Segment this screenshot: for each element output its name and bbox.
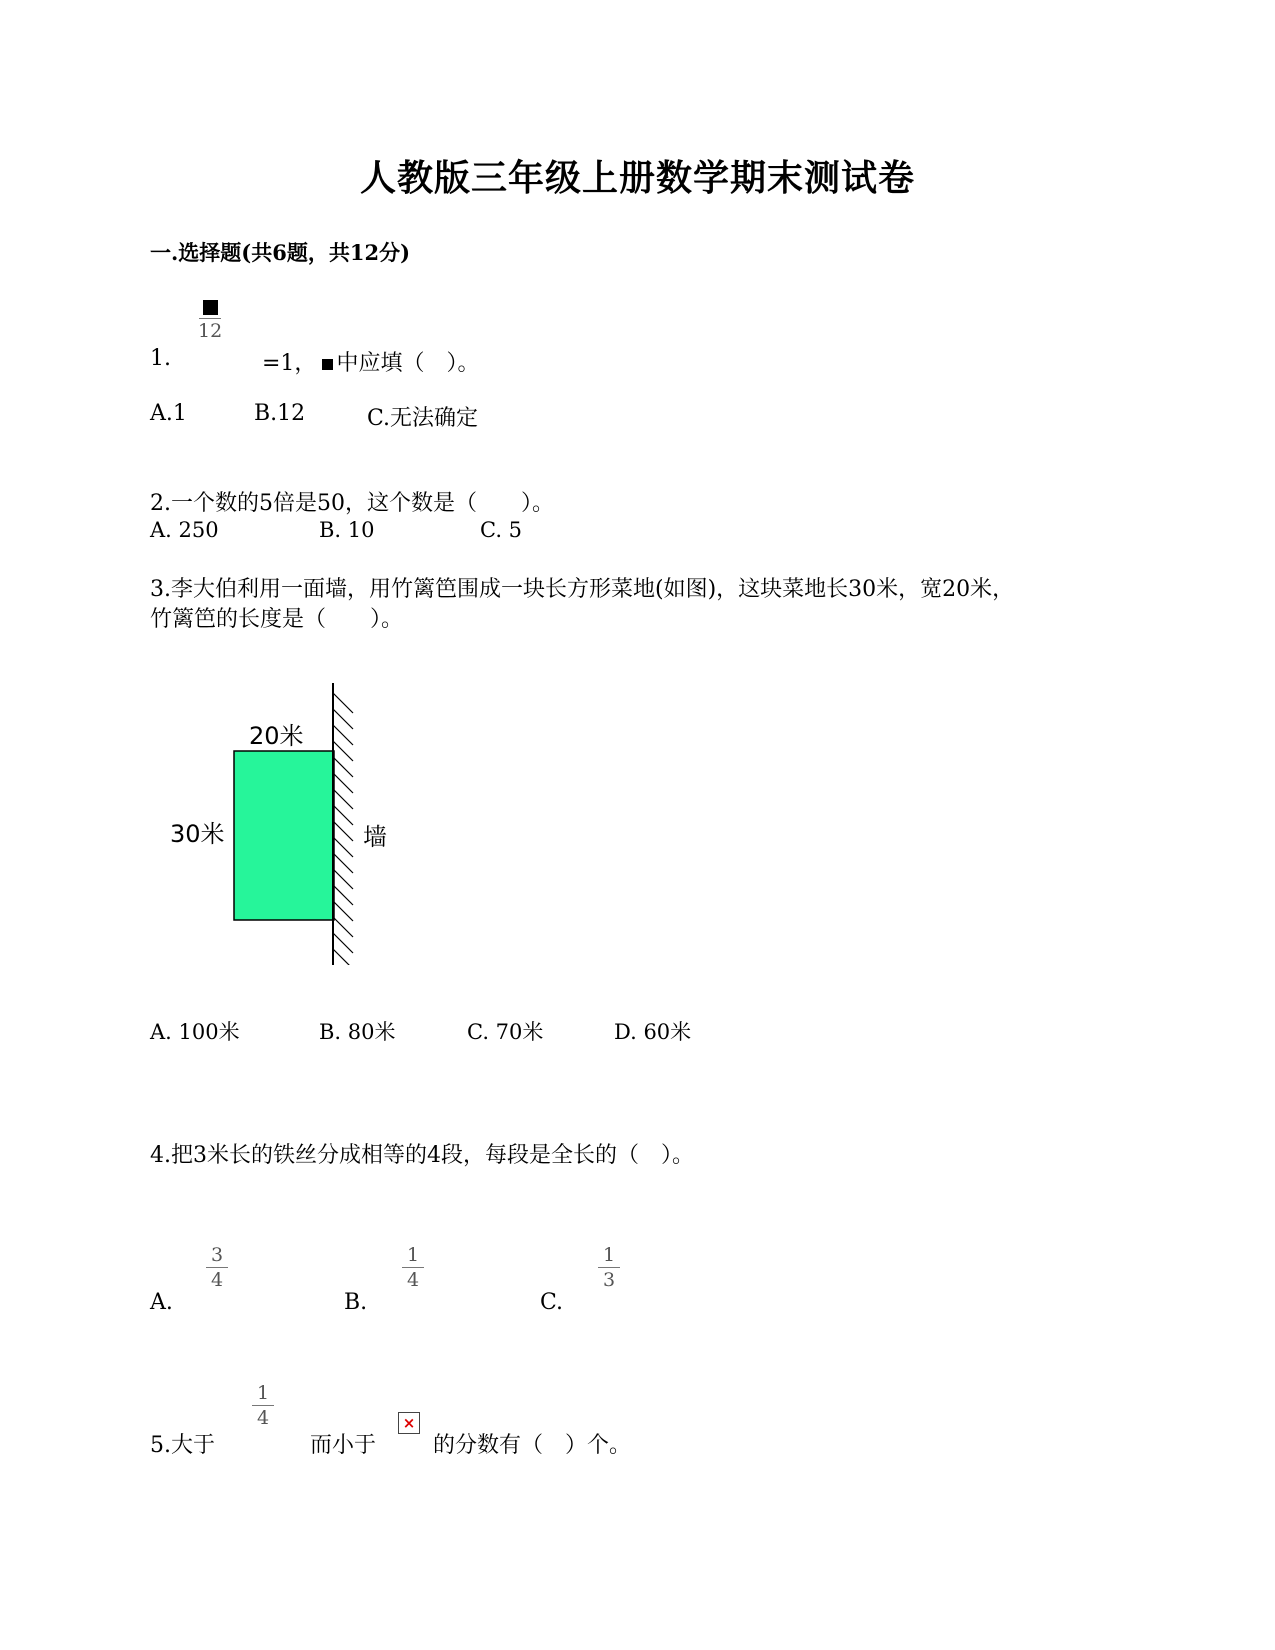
- wall-hatching: [333, 693, 353, 965]
- q3-option-b: B. 80米: [319, 1020, 396, 1044]
- fraction-numerator: 1: [256, 1382, 270, 1404]
- fraction-denominator: 4: [256, 1407, 270, 1429]
- q1-text-end: 中应填（ ）。: [336, 351, 480, 376]
- broken-image-icon: ×: [398, 1412, 420, 1434]
- fraction-numerator: 1: [602, 1244, 616, 1266]
- q1-number: 1.: [150, 346, 171, 371]
- black-square-icon: [322, 359, 333, 370]
- q2-option-c: C. 5: [480, 518, 523, 542]
- hatch-stroke: [333, 773, 353, 793]
- q4-option-a-fraction: [206, 1244, 228, 1291]
- fraction-denominator: 4: [210, 1269, 224, 1291]
- q2-text: 2.一个数的5倍是50，这个数是（ ）。: [150, 491, 554, 516]
- hatch-stroke: [333, 789, 353, 809]
- page-title: 人教版三年级上册数学期末测试卷: [359, 157, 915, 199]
- hatch-stroke: [333, 917, 353, 937]
- q1-text: [262, 346, 479, 377]
- hatch-stroke: [333, 741, 353, 761]
- hatch-stroke: [333, 933, 353, 953]
- q1-fraction: [198, 300, 222, 342]
- q1-option-c: C.无法确定: [367, 406, 479, 431]
- q4-text: 4.把3米长的铁丝分成相等的4段，每段是全长的（ ）。: [150, 1143, 694, 1168]
- garden-rectangle: [234, 751, 334, 920]
- q3-figure: [150, 665, 410, 965]
- q1-text-after: =1，: [262, 351, 317, 376]
- hatch-stroke: [333, 901, 353, 921]
- q1-option-b: B.12: [254, 401, 306, 426]
- fraction-numerator: 3: [210, 1244, 224, 1266]
- q2-option-b: B. 10: [319, 518, 375, 542]
- q4-option-c-fraction: [598, 1244, 620, 1291]
- label-length: 30米: [170, 820, 225, 848]
- q3-text-line2: 竹篱笆的长度是（ ）。: [150, 607, 404, 632]
- hatch-stroke: [333, 949, 353, 965]
- q1-fraction-denominator: 12: [198, 320, 223, 342]
- hatch-stroke: [333, 805, 353, 825]
- q3-option-c: C. 70米: [467, 1020, 544, 1044]
- q2-option-a: A. 250: [150, 518, 219, 542]
- fraction-denominator: 4: [406, 1269, 420, 1291]
- label-width: 20米: [249, 722, 304, 750]
- q5-text-b: 而小于: [310, 1433, 377, 1458]
- hatch-stroke: [333, 725, 353, 745]
- hatch-stroke: [333, 709, 353, 729]
- q5-text-c: 的分数有（ ）个。: [433, 1433, 632, 1458]
- label-wall: 墙: [363, 823, 387, 851]
- fraction-denominator: 3: [602, 1269, 616, 1291]
- hatch-stroke: [333, 853, 353, 873]
- hatch-stroke: [333, 869, 353, 889]
- q4-option-b-label: B.: [344, 1290, 368, 1315]
- q3-text-line1: 3.李大伯利用一面墙，用竹篱笆围成一块长方形菜地(如图)，这块菜地长30米，宽20米，: [150, 577, 1015, 602]
- q5-fraction: [252, 1382, 274, 1429]
- section-heading: 一.选择题(共6题，共12分): [150, 240, 411, 265]
- hatch-stroke: [333, 837, 353, 857]
- hatch-stroke: [333, 821, 353, 841]
- q3-option-a: A. 100米: [150, 1020, 240, 1044]
- q1-option-a: A.1: [150, 401, 187, 426]
- q4-option-a-label: A.: [150, 1290, 173, 1315]
- black-square-icon: [203, 300, 218, 315]
- hatch-stroke: [333, 757, 353, 777]
- q4-option-b-fraction: [402, 1244, 424, 1291]
- q5-text-a: 5.大于: [150, 1433, 215, 1458]
- q4-option-c-label: C.: [540, 1290, 564, 1315]
- hatch-stroke: [333, 885, 353, 905]
- q3-option-d: D. 60米: [614, 1020, 692, 1044]
- hatch-stroke: [333, 693, 353, 713]
- fraction-numerator: 1: [406, 1244, 420, 1266]
